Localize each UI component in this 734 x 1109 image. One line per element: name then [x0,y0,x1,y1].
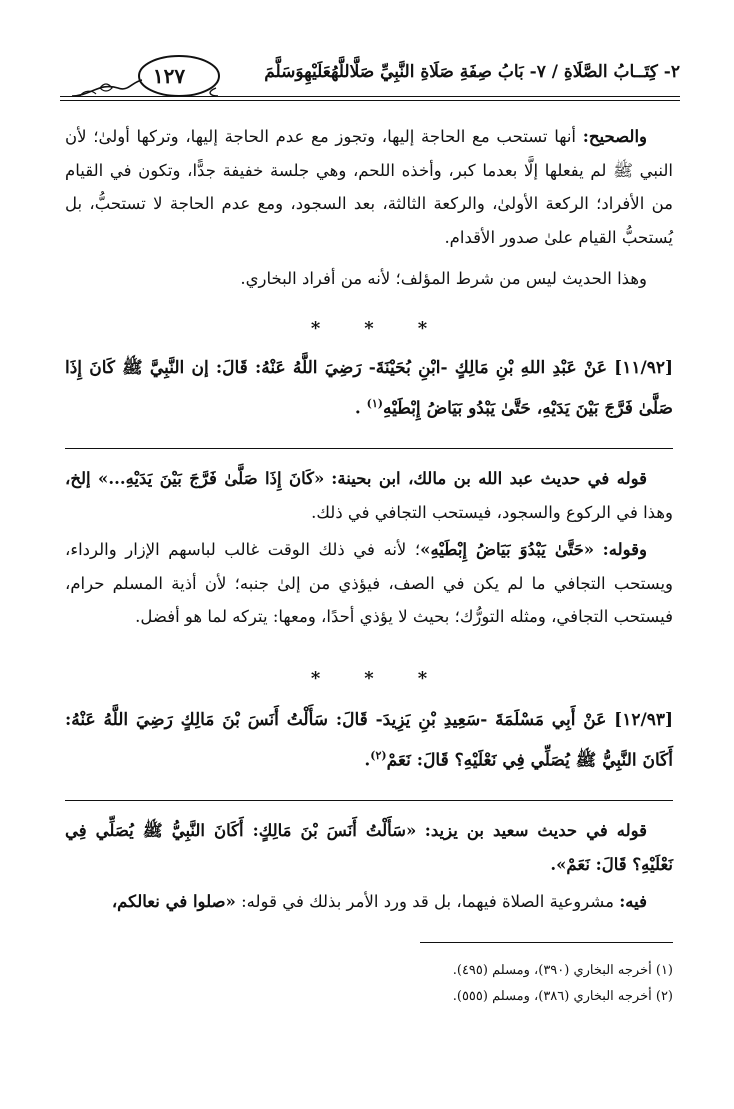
footnote: (١) أخرجه البخاري (٣٩٠)، ومسلم (٤٩٥). [452,963,673,978]
star-icon: * [364,318,374,339]
paragraph-text: وهذا في الركوع والسجود، فيستحب التجافي في ذلك. [311,502,673,522]
star-icon: * [310,668,321,689]
hadith-text-1: [١١/٩٢] عَنْ عَبْدِ اللهِ بْنِ مَالِكٍ -ابْنِ بُحَيْنَةَ- رَضِيَ اللَّهُ عَنْهُ: قَالَ: إن النَّبِيَّ ﷺ كَانَ إِذَا صَلَّىٰ فَرَّجَ بَيْنَ يَدَيْهِ، حَتَّىٰ يَبْدُو بَيَاضُ إِبْطَيْهِ$^{(١)}$ . [65,358,673,419]
paragraph [65,885,673,919]
page-header [60,52,680,104]
footnote-rule [420,942,673,943]
section-separator [65,318,673,339]
paragraph [65,462,673,529]
paragraph-label: قوله في حديث سعيد بن يزيد: [424,821,648,840]
hadith-body: [١٢/٩٣] عَنْ أَبِي مَسْلَمَةَ -سَعِيدِ بْنِ يَزِيدَ- قَالَ: سَأَلْتُ أَنَسَ بْنَ مَالِكٍ رَضِيَ اللَّهُ عَنْهُ: أَكَانَ النَّبِيُّ ﷺ يُصَلِّي فِي نَعْلَيْهِ؟ قَالَ: نَعَمْ [65,710,673,771]
paragraph [65,262,673,296]
paragraph-quote: «صلوا في نعالكم، [111,892,236,911]
footnote-ref: (٢) [370,749,387,762]
hadith-body: [١١/٩٢] عَنْ عَبْدِ اللهِ بْنِ مَالِكٍ -ابْنِ بُحَيْنَةَ- رَضِيَ اللَّهُ عَنْهُ: قَالَ: إن النَّبِيَّ ﷺ كَانَ إِذَا صَلَّىٰ فَرَّجَ بَيْنَ يَدَيْهِ، حَتَّىٰ يَبْدُو بَيَاضُ إِبْطَيْهِ [65,358,673,419]
header-rule [60,96,680,97]
paragraph-label: وقوله: [602,540,647,559]
section-divider [65,448,673,449]
star-icon: * [364,668,374,689]
paragraph [65,120,673,254]
paragraph-quote: «كَانَ إِذَا صَلَّىٰ فَرَّجَ بَيْنَ يَدَيْهِ...» إلخ، [65,469,325,488]
running-title: ٢- كِتَــابُ الصَّلَاةِ / ٧- بَابُ صِفَةِ صَلَاةِ النَّبِيِّ صَلَّاللَّهُعَلَيْهِوَسَلَّمَ [264,62,680,82]
paragraph-label: قوله في حديث عبد الله بن مالك، ابن بحينة: [331,469,648,488]
paragraph [65,814,673,881]
hadith-text-2: [١٢/٩٣] عَنْ أَبِي مَسْلَمَةَ -سَعِيدِ بْنِ يَزِيدَ- قَالَ: سَأَلْتُ أَنَسَ بْنَ مَالِكٍ رَضِيَ اللَّهُ عَنْهُ: أَكَانَ النَّبِيُّ ﷺ يُصَلِّي فِي نَعْلَيْهِ؟ قَالَ: نَعَمْ$^{(٢)}$. [65,710,673,771]
paragraph-quote: «حَتَّىٰ يَبْدُوَ بَيَاضُ إِبْطَيْهِ» [420,540,595,559]
paragraph-text: مشروعية الصلاة فيهما، بل قد ورد الأمر بذلك في قوله: [241,892,614,911]
star-icon: * [417,318,428,339]
paragraph-text: أنها تستحب مع الحاجة إليها، وتجوز مع عدم الحاجة إليها، وتركها أولىٰ؛ لأن النبي ﷺ لم يفعلها إلَّا بعدما كبر، وأخذه اللحم، وهي جلسة خفيفة جدًّا، وتكون في القيام من الأفراد؛ الركعة الأولىٰ، والركعة الثالثة، بعد السجود، ومع عدم الحاجة لا تستحبُّ، بل يُستحبُّ القيام علىٰ صدور الأقدام. [65,127,673,247]
paragraph-label: والصحيح: [582,127,647,146]
star-icon: * [310,318,321,339]
page-number: ١٢٧ [152,64,186,88]
commentary-section-2 [65,462,673,634]
paragraph-text: وهذا الحديث ليس من شرط المؤلف؛ لأنه من أفراد البخاري. [240,269,647,288]
paragraph-text: ؛ لأنه في ذلك الوقت غالب لباسهم الإزار والرداء، ويستحب التجافي ما لم يكن في الصف، فيؤذي من إلىٰ جنبه؛ لأن أذية المسلم حرام، فيستحب التجافي، ومثله التورُّك؛ بحيث لا يؤذي أحدًا، ومعها: يتركه لما هو أفضل. [65,540,673,626]
footnotes [65,958,673,1010]
footnote-ref: (١) [366,397,384,410]
commentary-section-1 [65,120,673,296]
commentary-section-3 [65,814,673,919]
header-rule-thin [60,100,680,101]
section-separator [65,668,673,689]
paragraph-quote: «سَأَلْتُ أَنَسَ بْنَ مَالِكٍ: أَكَانَ النَّبِيُّ ﷺ يُصَلِّي فِي نَعْلَيْهِ؟ قَالَ: نَعَمْ». [65,821,673,874]
footnote: (٢) أخرجه البخاري (٣٨٦)، ومسلم (٥٥٥). [452,989,673,1004]
paragraph-label: فيه: [619,892,647,911]
section-divider [65,800,673,801]
star-icon: * [417,668,428,689]
paragraph [65,533,673,634]
